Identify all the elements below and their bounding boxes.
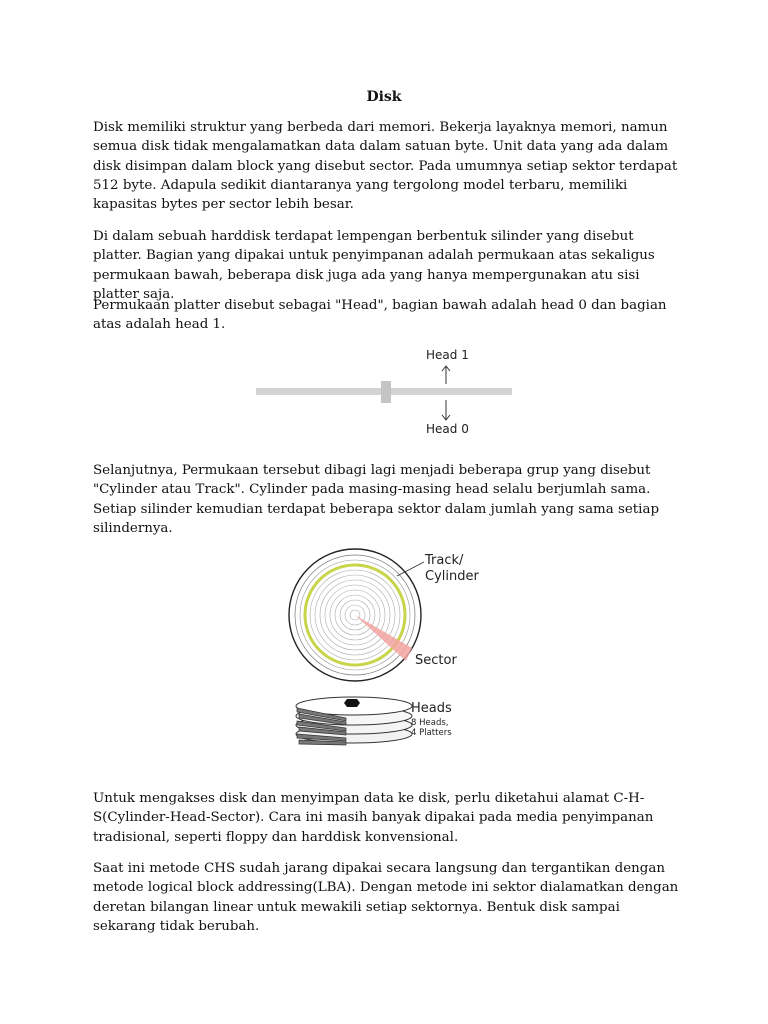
disk-structure-figure xyxy=(282,548,479,750)
spindle-icon xyxy=(344,699,360,707)
paragraph-chs: Untuk mengakses disk dan menyimpan data ke disk, perlu diketahui alamat C-H-S(Cylinder-Head-Sector). Cara ini masih banyak dipakai pada media penyimpanan tradisional, seperti floppy dan harddisk konvensional. xyxy=(93,791,654,845)
cylinder-label: Cylinder xyxy=(425,569,479,584)
sector-label: Sector xyxy=(415,653,457,668)
disk-platter-top-view xyxy=(289,549,421,681)
heads-count-label: 8 Heads, xyxy=(411,718,449,728)
track-label: Track/ xyxy=(425,553,464,568)
platters-count-label: 4 Platters xyxy=(411,728,452,738)
document-title: Disk xyxy=(366,89,402,105)
head-stack xyxy=(296,697,412,745)
head-0-label: Head 0 xyxy=(426,422,469,436)
platter-heads-figure xyxy=(250,343,520,443)
head-1-label: Head 1 xyxy=(426,348,469,362)
spindle xyxy=(381,381,391,403)
paragraph-head: Permukaan platter disebut sebagai "Head", bagian bawah adalah head 0 dan bagian atas adalah head 1. xyxy=(93,298,667,333)
paragraph-lba: Saat ini metode CHS sudah jarang dipakai secara langsung dan tergantikan dengan metode logical block addressing(LBA). Dengan metode ini sektor dialamatkan dengan deretan bilangan linear untuk mewakili setiap sektornya. Bentuk disk sampai sekarang tidak berubah. xyxy=(93,861,679,934)
paragraph-platter: Di dalam sebuah harddisk terdapat lempengan berbentuk silinder yang disebut platter. Bagian yang dipakai untuk penyimpanan adalah permukaan atas sekaligus permukaan bawah, beberapa disk juga ada yang hanya mempergunakan atu sisi platter saja. xyxy=(93,229,655,302)
heads-label: Heads xyxy=(411,701,452,716)
paragraph-intro: Disk memiliki struktur yang berbeda dari memori. Bekerja layaknya memori, namun semua disk tidak mengalamatkan data dalam satuan byte. Unit data yang ada dalam disk disimpan dalam block yang disebut sector. Pada umumnya setiap sektor terdapat 512 byte. Adapula sedikit diantaranya yang tergolong model terbaru, memiliki kapasitas bytes per sector lebih besar. xyxy=(93,120,678,213)
paragraph-cylinder: Selanjutnya, Permukaan tersebut dibagi lagi menjadi beberapa grup yang disebut "Cylinder atau Track". Cylinder pada masing-masing head selalu berjumlah sama. Setiap silinder kemudian terdapat beberapa sektor dalam jumlah yang sama setiap silindernya. xyxy=(93,463,660,536)
